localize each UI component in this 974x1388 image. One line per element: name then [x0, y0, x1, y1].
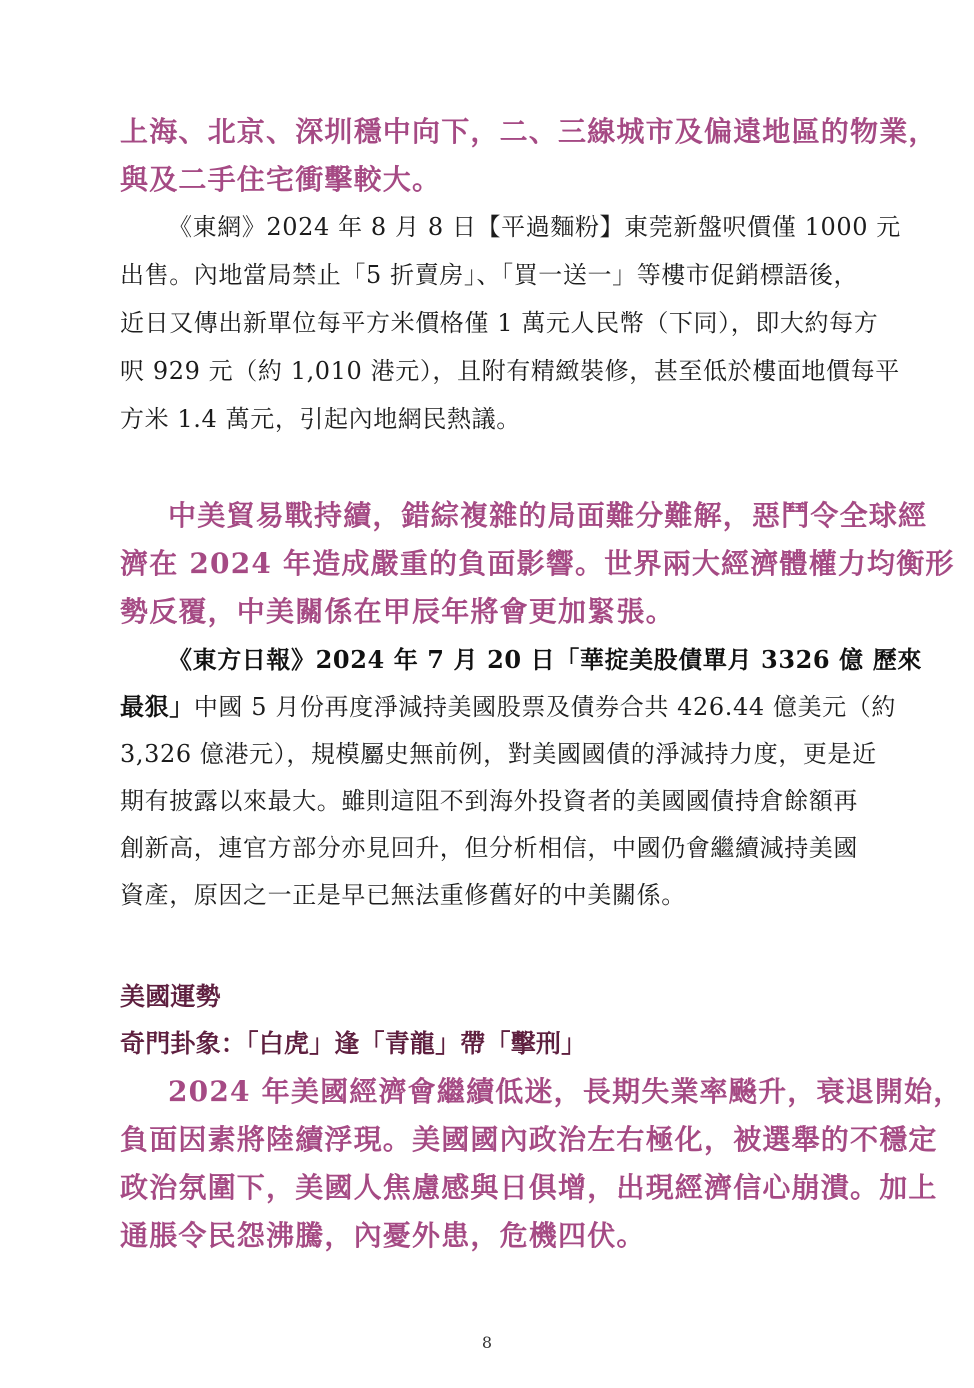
page-number: 8	[481, 1333, 493, 1352]
news-paragraph-line: 呎 929 元（約 1,010 港元），且附有精緻裝修，甚至低於樓面地價每平	[120, 357, 900, 385]
news-headline-line: 《東方日報》2024 年 7 月 20 日「華掟美股債單月 3326 億 歷來	[168, 645, 922, 674]
news-paragraph-line: 出售。內地當局禁止「5 折賣房」、「買一送一」等樓市促銷標語後，	[120, 261, 859, 289]
news-paragraph-line: 期有披露以來最大。雖則這阻不到海外投資者的美國國債持倉餘額再	[120, 787, 858, 815]
highlight-paragraph-line: 中美貿易戰持續，錯綜複雜的局面難分難解，惡鬥令全球經	[168, 499, 928, 532]
news-paragraph-fragment: 中國 5 月份再度淨減持美國股票及債券合共 426.44 億美元（約	[193, 693, 896, 721]
section-subtitle: 奇門卦象：「白虎」逢「青龍」帶「擊刑」	[120, 1029, 587, 1058]
highlight-paragraph-line: 上海、北京、深圳穩中向下，二、三線城市及偏遠地區的物業，	[120, 115, 938, 148]
highlight-paragraph-line: 勢反覆，中美關係在甲辰年將會更加緊張。	[120, 595, 675, 628]
news-paragraph-line: 近日又傳出新單位每平方米價格僅 1 萬元人民幣（下同），即大約每方	[120, 309, 879, 337]
news-paragraph-line	[120, 692, 896, 721]
news-paragraph-line: 創新高，連官方部分亦見回升，但分析相信，中國仍會繼續減持美國	[120, 834, 858, 862]
highlight-paragraph-line: 濟在 2024 年造成嚴重的負面影響。世界兩大經濟體權力均衡形	[120, 547, 955, 580]
news-headline-fragment: 最狠」	[120, 692, 194, 721]
news-paragraph-line: 《東網》2024 年 8 月 8 日【平過麵粉】東莞新盤呎價僅 1000 元	[168, 213, 901, 241]
news-paragraph-line: 資產，原因之一正是早已無法重修舊好的中美關係。	[120, 881, 686, 909]
highlight-paragraph-line: 與及二手住宅衝擊較大。	[120, 163, 442, 196]
section-title: 美國運勢	[120, 982, 221, 1011]
highlight-paragraph-line: 負面因素將陸續浮現。美國國內政治左右極化，被選舉的不穩定	[120, 1123, 938, 1156]
news-paragraph-line: 3,326 億港元），規模屬史無前例，對美國國債的淨減持力度，更是近	[120, 740, 877, 768]
highlight-paragraph-line: 政治氛圍下，美國人焦慮感與日俱增，出現經濟信心崩潰。加上	[120, 1171, 938, 1204]
news-paragraph-line: 方米 1.4 萬元，引起內地網民熱議。	[120, 405, 521, 433]
highlight-paragraph-line: 2024 年美國經濟會繼續低迷，長期失業率飈升，衰退開始，	[168, 1075, 963, 1108]
highlight-paragraph-line: 通脹令民怨沸騰，內憂外患，危機四伏。	[120, 1219, 646, 1252]
